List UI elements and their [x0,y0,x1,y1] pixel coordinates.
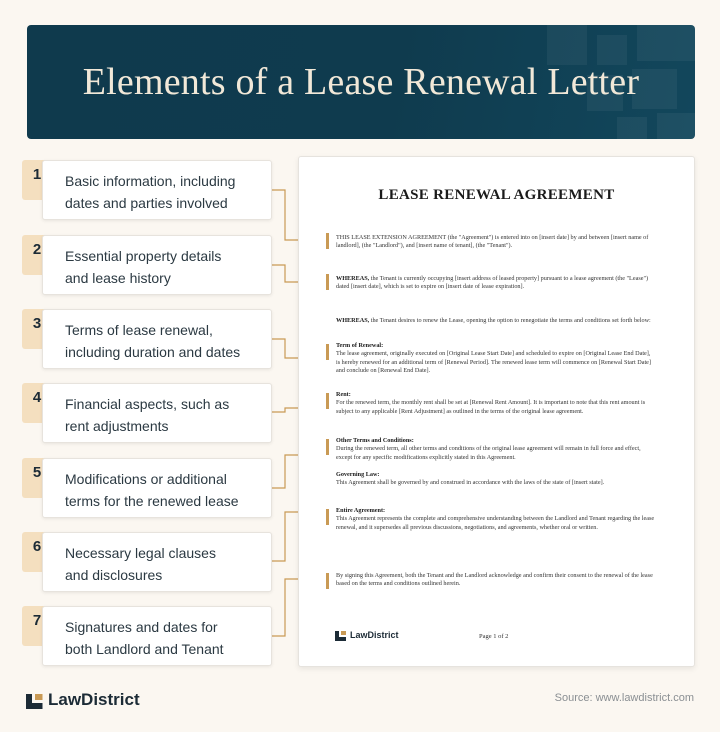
element-number: 6 [22,532,52,572]
element-number: 5 [22,458,52,498]
element-text-line: Financial aspects, such as [65,396,230,412]
document-intro: THIS LEASE EXTENSION AGREEMENT (the "Agreement") is entered into on [insert date] by and between [insert name of landlord], (the "Landlord"), and [insert name of tenant], (the "Tenant"). [336,234,649,250]
element-number: 7 [22,606,52,646]
other-terms-heading: Other Terms and Conditions: [336,437,414,444]
header-banner [27,25,695,139]
document-title: LEASE RENEWAL AGREEMENT [378,187,615,203]
footer-logo [26,690,140,710]
lease-document-preview [298,156,695,667]
whereas-text: the Tenant desires to renew the Lease, opening the option to renegotiate the terms and conditions set forth below: [369,317,651,324]
entire-agreement-heading: Entire Agreement: [336,507,386,514]
whereas-label: WHEREAS, [336,275,370,282]
source-credit: Source: www.lawdistrict.com [554,692,694,704]
lawdistrict-logo-icon [335,629,347,641]
document-whereas-2 [336,317,656,325]
governing-law-heading: Governing Law: [336,471,380,478]
element-text-line: Essential property details [65,248,222,264]
document-whereas-1 [336,275,656,292]
section-marker [326,509,329,525]
section-marker [326,393,329,409]
rent-heading: Rent: [336,391,351,398]
document-logo-text: LawDistrict [350,630,399,640]
document-signing-statement: By signing this Agreement, both the Tenant and the Landlord acknowledge and confirm their consent to the renewal of the lease based on the terms and conditions outlined herein. [336,572,653,588]
section-marker [326,344,329,360]
other-terms-text: During the renewed term, all other terms and conditions of the original lease agreement will remain in full force and effect, except for any specific modifications explicitly stated in this Agreement. [336,445,641,461]
section-marker [326,573,329,589]
element-text-line: dates and parties involved [65,195,228,211]
document-entire-agreement-section [336,507,656,532]
element-item-1 [22,160,272,220]
entire-agreement-text: This Agreement represents the complete and comprehensive understanding between the Landlord and Tenant regarding the lease renewal, and it supersedes all previous discussions, negotiations, and agreements, whether oral or written. [336,515,655,531]
element-card [42,458,272,518]
whereas-label: WHEREAS, [336,317,370,324]
section-marker [326,233,329,249]
document-page-number: Page 1 of 2 [479,633,509,640]
element-text-line: and disclosures [65,567,163,583]
document-rent-section [336,391,656,416]
element-number: 3 [22,309,52,349]
element-text-line: Necessary legal clauses [65,545,216,561]
element-text-line: Terms of lease renewal, [65,322,213,338]
element-text-line: including duration and dates [65,344,241,360]
element-text-line: Basic information, including [65,173,236,189]
element-card [42,309,272,369]
governing-law-text: This Agreement shall be governed by and construed in accordance with the laws of the state of [insert state]. [336,479,605,487]
element-text-line: rent adjustments [65,418,169,434]
element-number: 2 [22,235,52,275]
element-card [42,160,272,220]
element-number: 1 [22,160,52,200]
document-other-terms-section [336,437,656,462]
document-term-section [336,342,656,375]
rent-text: For the renewed term, the monthly rent shall be set at [Renewal Rent Amount]. It is important to note that this rent amount is subject to any applicable [Rent Adjustment] as outlined in the terms of the original lease agreement. [336,399,646,415]
element-card [42,532,272,592]
element-card [42,383,272,443]
element-number: 4 [22,383,52,423]
term-heading: Term of Renewal: [336,342,384,349]
element-item-5 [22,458,272,518]
whereas-text: the Tenant is currently occupying [insert address of leased property] pursuant to a lease agreement (the "Lease") dated [insert date], which is set to expire on [insert date of lease expiration]. [336,275,649,291]
element-item-2 [22,235,272,295]
element-text-line: terms for the renewed lease [65,493,239,509]
element-item-4 [22,383,272,443]
element-card [42,235,272,295]
page-title: Elements of a Lease Renewal Letter [82,61,640,103]
term-text: The lease agreement, originally executed on [Original Lease Start Date] and scheduled to expire on [Original Lease End Date], is hereby renewed for an additional term of [Renewal Period]. The renewed lease term will commence on [Renewal Start Date] and conclude on [Renewal End Date]. [336,350,651,374]
document-logo [335,629,399,641]
element-text-line: Signatures and dates for [65,619,218,635]
element-item-6 [22,532,272,592]
element-text-line: and lease history [65,270,171,286]
section-marker [326,439,329,455]
document-governing-law-section [336,471,656,488]
element-card [42,606,272,666]
element-text-line: Modifications or additional [65,471,227,487]
section-marker [326,274,329,290]
lawdistrict-logo-icon [26,691,44,709]
footer-logo-text: LawDistrict [48,690,140,709]
element-item-3 [22,309,272,369]
element-item-7 [22,606,272,666]
element-text-line: both Landlord and Tenant [65,641,224,657]
